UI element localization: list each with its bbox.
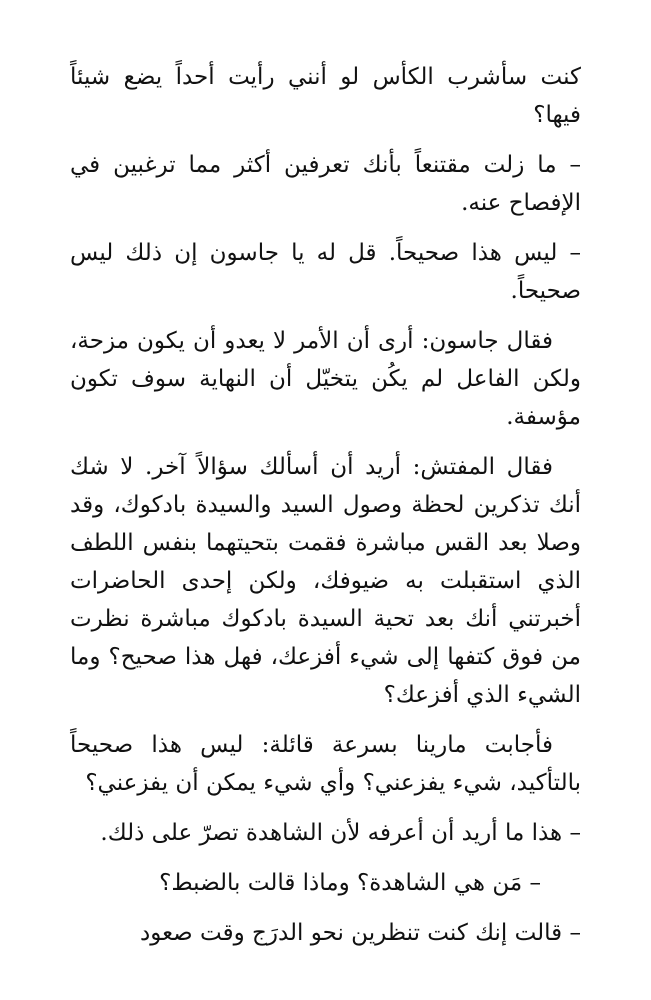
paragraph-5: فقال المفتش: أريد أن أسألك سؤالاً آخر. لا شك أنك تذكرين لحظة وصول السيد والسيدة بادكوك، وقد وصلا بعد القس مباشرة فقمت بتحيتهما بنفس اللطف الذي استقبلت به ضيوفك، ولكن إحدى الحاضرات أخبرتني أنك بعد تحية السيدة بادكوك مباشرة نظرت من فوق كتفها إلى شيء أفزعك، فهل هذا صحيح؟ وما الشيء الذي أفزعك؟ xyxy=(70,454,581,708)
paragraph-7: – هذا ما أريد أن أعرفه لأن الشاهدة تصرّ على ذلك. xyxy=(100,820,581,846)
paragraph-6: فأجابت مارينا بسرعة قائلة: ليس هذا صحيحاً بالتأكيد، شيء يفزعني؟ وأي شيء يمكن أن يفزعني؟ xyxy=(70,732,581,796)
paragraph-4: فقال جاسون: أرى أن الأمر لا يعدو أن يكون مزحة، ولكن الفاعل لم يكُن يتخيّل أن النهاية سوف تكون مؤسفة. xyxy=(70,328,581,430)
paragraph-8: – مَن هي الشاهدة؟ وماذا قالت بالضبط؟ xyxy=(159,870,541,896)
paragraph-9: – قالت إنك كنت تنظرين نحو الدرَج وقت صعود xyxy=(139,920,581,946)
paragraph-3: – ليس هذا صحيحاً. قل له يا جاسون إن ذلك ليس صحيحاً. xyxy=(70,240,581,304)
paragraph-1: كنت سأشرب الكأس لو أنني رأيت أحداً يضع شيئاً فيها؟ xyxy=(70,64,581,128)
paragraph-2: – ما زلت مقتنعاً بأنك تعرفين أكثر مما ترغبين في الإفصاح عنه. xyxy=(70,152,581,216)
